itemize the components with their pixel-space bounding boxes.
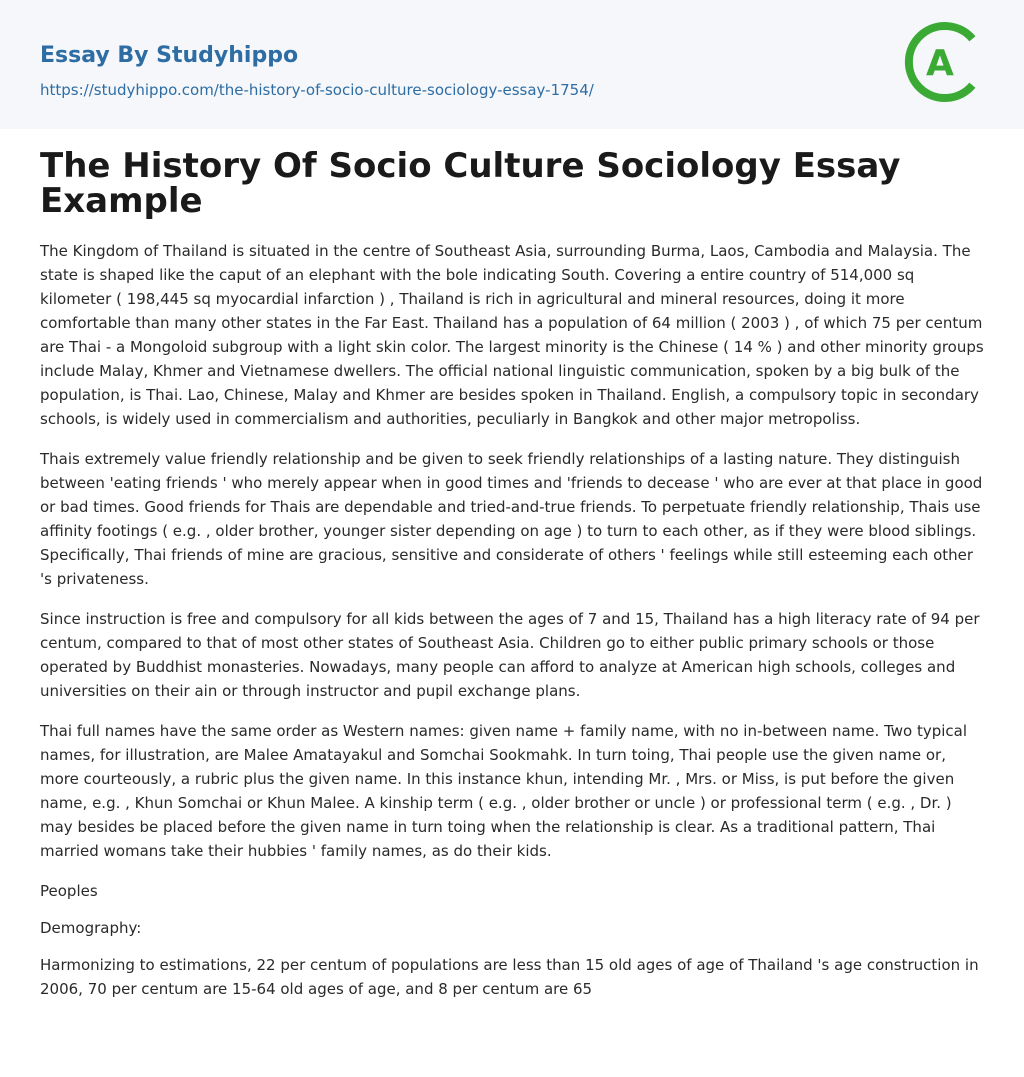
site-brand[interactable]: Essay By Studyhippo bbox=[40, 43, 299, 68]
studyhippo-logo-icon[interactable] bbox=[900, 20, 984, 104]
logo-letter: A bbox=[926, 43, 954, 84]
section-heading-demography: Demography: bbox=[40, 919, 142, 937]
section-heading-peoples: Peoples bbox=[40, 882, 98, 900]
essay-paragraph: Since instruction is free and compulsory for all kids between the ages of 7 and 15, Thailand has a high literacy rate of 94 per centum, compared to that of most other states of Southeast Asia. Children go to either public primary schools or those operated by Buddhist monasteries. Nowadays, many people can afford to analyze at American high schools, colleges and universities on their ain or through instructor and pupil exchange plans. bbox=[40, 610, 980, 700]
essay-paragraph: Thais extremely value friendly relationship and be given to seek friendly relationships of a lasting nature. They distinguish between 'eating friends ' who merely appear when in good times and 'friends to decease ' who are ever at that place in good or bad times. Good friends for Thais are dependable and tried-and-true friends. To perpetuate friendly relationship, Thais use affinity footings ( e.g. , older brother, younger sister depending on age ) to turn to each other, as if they were blood siblings. Specifically, Thai friends of mine are gracious, sensitive and considerate of others ' feelings while still esteeming each other 's privateness. bbox=[40, 450, 983, 588]
essay-paragraph: The Kingdom of Thailand is situated in the centre of Southeast Asia, surrounding Burma, Laos, Cambodia and Malaysia. The state is shaped like the caput of an elephant with the bole indicating South. Covering a entire country of 514,000 sq kilometer ( 198,445 sq myocardial infarction ) , Thailand is rich in agricultural and mineral resources, doing it more comfortable than many other states in the Far East. Thailand has a population of 64 million ( 2003 ) , of which 75 per centum are Thai - a Mongoloid subgroup with a light skin color. The largest minority is the Chinese ( 14 % ) and other minority groups include Malay, Khmer and Vietnamese dwellers. The official national linguistic communication, spoken by a big bulk of the population, is Thai. Lao, Chinese, Malay and Khmer are besides spoken in Thailand. English, a compulsory topic in secondary schools, is widely used in commercialism and authorities, peculiarly in Bangkok and other major metropoliss. bbox=[40, 242, 984, 428]
essay-title: The History Of Socio Culture Sociology Essay Example bbox=[40, 146, 901, 221]
essay-paragraph: Harmonizing to estimations, 22 per centum of populations are less than 15 old ages of age of Thailand 's age construction in 2006, 70 per centum are 15-64 old ages of age, and 8 per centum are 65 bbox=[40, 956, 979, 998]
site-header bbox=[0, 0, 1024, 129]
essay-url-link[interactable]: https://studyhippo.com/the-history-of-socio-culture-sociology-essay-1754/ bbox=[40, 81, 594, 99]
essay-paragraph: Thai full names have the same order as Western names: given name + family name, with no in-between name. Two typical names, for illustration, are Malee Amatayakul and Somchai Sookmahk. In turn toing, Thai people use the given name or, more courteously, a rubric plus the given name. In this instance khun, intending Mr. , Mrs. or Miss, is put before the given name, e.g. , Khun Somchai or Khun Malee. A kinship term ( e.g. , older brother or uncle ) or professional term ( e.g. , Dr. ) may besides be placed before the given name in turn toing when the relationship is clear. As a traditional pattern, Thai married womans take their hubbies ' family names, as do their kids. bbox=[40, 722, 968, 860]
essay-content bbox=[0, 129, 1024, 1001]
